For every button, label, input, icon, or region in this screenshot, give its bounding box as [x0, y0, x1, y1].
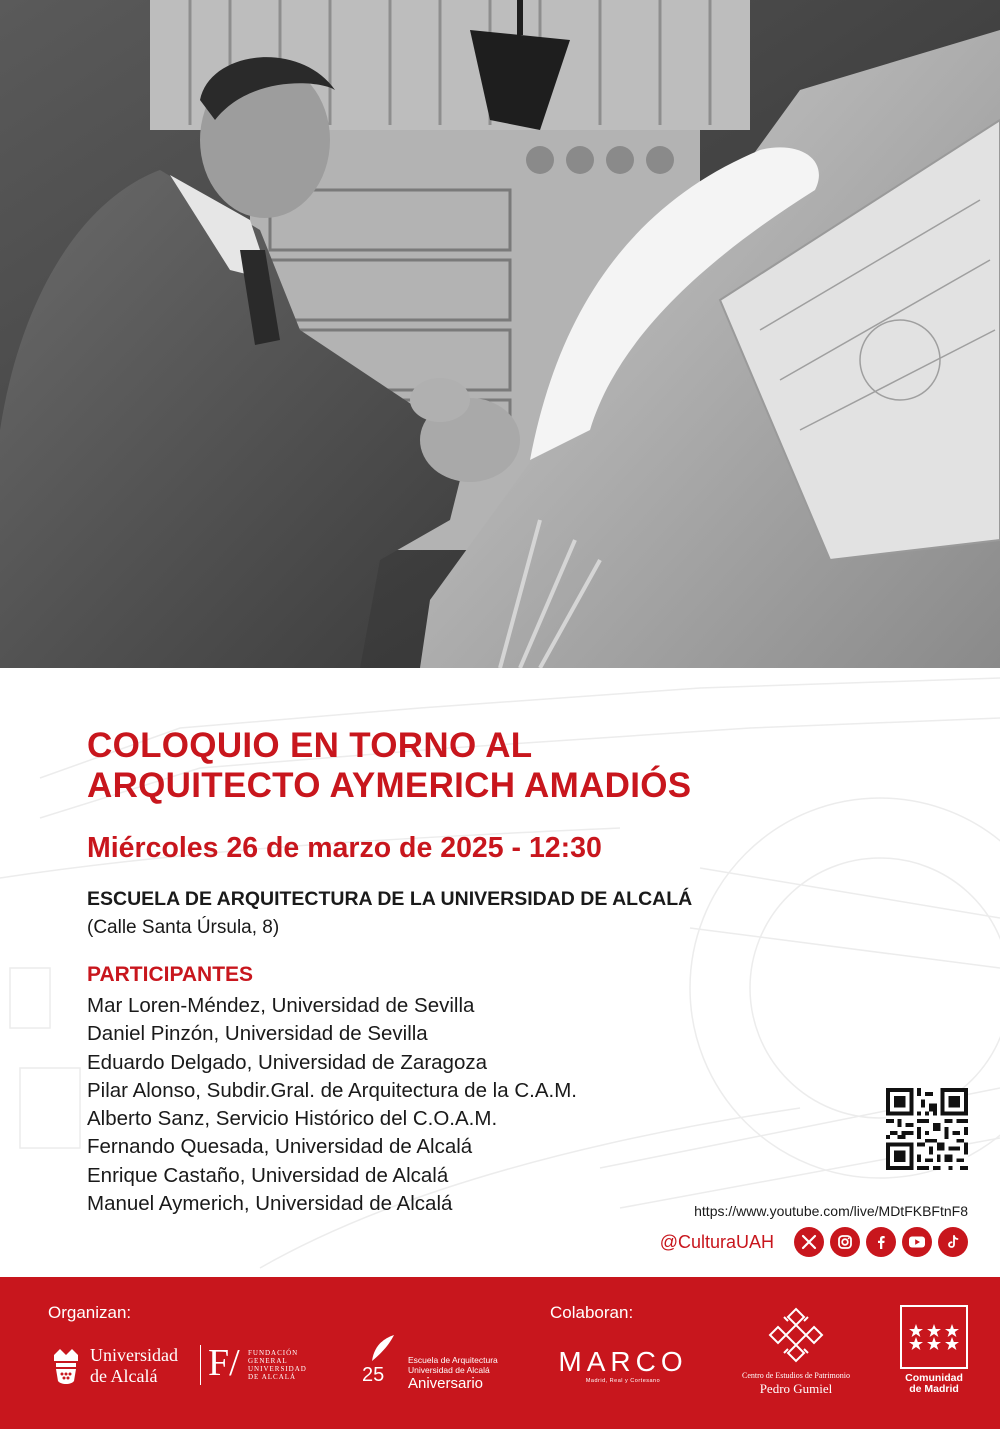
pedro-gumiel-logo: [736, 1305, 856, 1405]
marco-subtitle: Madrid, Real y Cortesano: [585, 1378, 661, 1384]
facebook-icon[interactable]: [866, 1227, 896, 1257]
marco-name: MARCO: [558, 1346, 688, 1377]
header-photo: [0, 0, 1000, 668]
social-handle[interactable]: @CulturaUAH: [659, 1231, 774, 1252]
participant-item: Fernando Quesada, Universidad de Alcalá: [87, 1135, 473, 1159]
youtube-icon[interactable]: [902, 1227, 932, 1257]
participant-item: Enrique Castaño, Universidad de Alcalá: [87, 1163, 449, 1187]
cm-flag: [900, 1305, 968, 1369]
participant-item: Alberto Sanz, Servicio Histórico del C.O.A.M.: [87, 1107, 498, 1131]
participants-list: [87, 992, 577, 1218]
colaboran-label: Colaboran:: [550, 1303, 634, 1322]
escuela-arquitectura-logo: [362, 1333, 512, 1393]
divider: [200, 1345, 201, 1385]
leaf-icon: [368, 1333, 398, 1363]
fg-name: FUNDACIÓN GENERAL UNIVERSIDAD DE ALCALÁ: [248, 1349, 307, 1381]
uah-logo: [48, 1345, 188, 1389]
event-title-line-1: COLOQUIO EN TORNO AL: [87, 726, 533, 765]
ea-anniversary: Aniversario: [408, 1375, 484, 1392]
event-datetime: Miércoles 26 de marzo de 2025 - 12:30: [87, 832, 602, 864]
ea-number: 25: [362, 1364, 385, 1386]
stars-icon: [906, 1322, 962, 1352]
sponsors-footer: [0, 1277, 1000, 1429]
participant-item: Manuel Aymerich, Universidad de Alcalá: [87, 1192, 453, 1216]
cm-name: Comunidad de Madrid: [905, 1372, 963, 1395]
participant-item: Mar Loren-Méndez, Universidad de Sevilla: [87, 994, 475, 1017]
participant-item: Daniel Pinzón, Universidad de Sevilla: [87, 1022, 428, 1046]
event-address: (Calle Santa Úrsula, 8): [87, 917, 280, 938]
stream-url[interactable]: https://www.youtube.com/live/MDtFKBFtnF8: [694, 1203, 968, 1219]
ceph-label: Centro de Estudios de Patrimonio: [742, 1371, 850, 1380]
event-venue: ESCUELA DE ARQUITECTURA DE LA UNIVERSIDAD DE ALCALÁ: [87, 888, 693, 910]
fg-letter: F/: [208, 1342, 240, 1384]
social-row: [660, 1226, 968, 1258]
uah-name: Universidad de Alcalá: [90, 1345, 178, 1386]
architect-at-drafting-table-photo: [0, 0, 1000, 668]
event-title: [87, 726, 947, 806]
participant-item: Pilar Alonso, Subdir.Gral. de Arquitectura de la C.A.M.: [87, 1078, 577, 1102]
participant-item: Eduardo Delgado, Universidad de Zaragoza: [87, 1050, 488, 1074]
qr-code[interactable]: [886, 1088, 968, 1170]
fundacion-general-logo: [200, 1343, 320, 1391]
ornament-icon: [766, 1305, 826, 1365]
event-details-section: [0, 668, 1000, 1277]
participants-heading: PARTICIPANTES: [87, 963, 254, 986]
x-icon[interactable]: [794, 1227, 824, 1257]
uah-crest-icon: [48, 1347, 84, 1387]
organizan-label: Organizan:: [48, 1303, 132, 1322]
ea-school: Escuela de Arquitectura Universidad de Alcalá: [408, 1355, 498, 1375]
marco-logo: [548, 1347, 698, 1387]
comunidad-madrid-logo: [900, 1305, 968, 1399]
event-title-line-2: ARQUITECTO AYMERICH AMADIÓS: [87, 766, 692, 805]
instagram-icon[interactable]: [830, 1227, 860, 1257]
tiktok-icon[interactable]: [938, 1227, 968, 1257]
ceph-name: Pedro Gumiel: [759, 1381, 833, 1396]
